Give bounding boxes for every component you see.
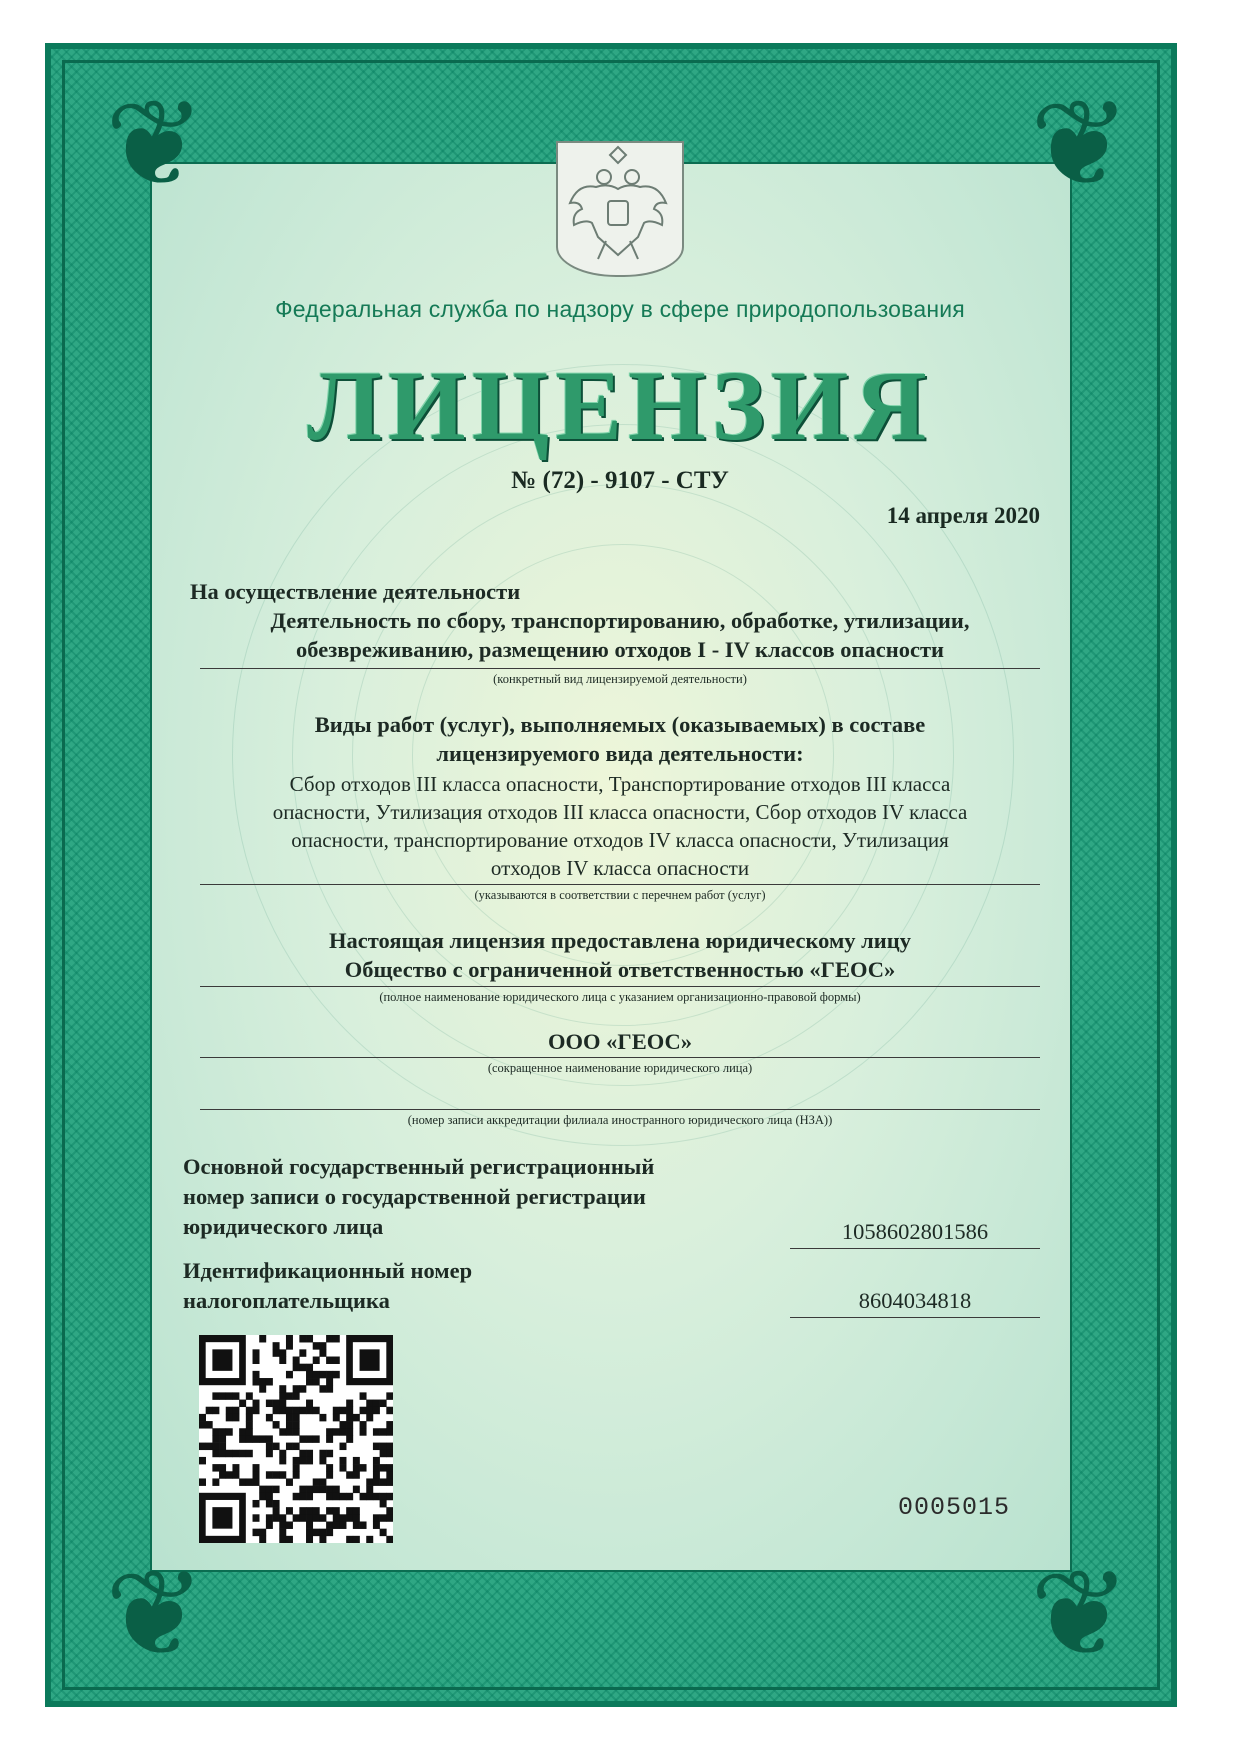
works-line: опасности, Утилизация отходов III класса опасности, Сбор отходов IV класса	[272, 800, 968, 824]
ogrn-label-line: Основной государственный регистрационный	[183, 1154, 655, 1179]
licensee-full-name: Общество с ограниченной ответственностью «ГЕОС»	[344, 957, 896, 982]
qr-code	[199, 1335, 393, 1543]
licensee-short-caption: (сокращенное наименование юридического лица)	[487, 1061, 753, 1075]
coat-of-arms-icon	[556, 141, 684, 277]
corner-ornament-icon: ❦	[1029, 78, 1131, 211]
inn-label-line: Идентификационный номер	[183, 1258, 473, 1283]
license-number: № (72) - 9107 - СТУ	[511, 467, 729, 494]
licensee-short-name: ООО «ГЕОС»	[548, 1029, 692, 1054]
underline	[200, 668, 1040, 669]
works-heading-line: Виды работ (услуг), выполняемых (оказываемых) в составе	[314, 712, 926, 737]
works-line: опасности, транспортирование отходов IV класса опасности, Утилизация	[291, 828, 949, 852]
inn-value: 8604034818	[858, 1288, 972, 1313]
document-title: ЛИЦЕНЗИЯ	[307, 350, 933, 461]
agency-name: Федеральная служба по надзору в сфере природопользования	[275, 296, 965, 322]
works-heading-line: лицензируемого вида деятельности:	[436, 741, 804, 766]
qr-code-icon	[199, 1335, 393, 1543]
underline	[790, 1248, 1040, 1249]
activity-line: обезвреживанию, размещению отходов I - IV классов опасности	[296, 637, 944, 662]
works-caption: (указываются в соответствии с перечнем работ (услуг)	[474, 888, 766, 902]
activity-heading: На осуществление деятельности	[190, 579, 521, 604]
corner-ornament-icon: ❦	[104, 1548, 206, 1681]
corner-ornament-icon: ❦	[1029, 1548, 1131, 1681]
ogrn-label-line: номер записи о государственной регистрации	[183, 1184, 646, 1209]
underline	[790, 1317, 1040, 1318]
nza-caption: (номер записи аккредитации филиала иностранного юридического лица (НЗА))	[407, 1113, 833, 1127]
underline	[200, 1109, 1040, 1110]
licensee-heading: Настоящая лицензия предоставлена юридическому лицу	[329, 928, 911, 953]
underline	[200, 986, 1040, 987]
issue-date: 14 апреля 2020	[886, 503, 1040, 528]
serial-number: 0005015	[897, 1493, 1010, 1522]
ogrn-label-line: юридического лица	[183, 1214, 384, 1239]
works-line: отходов IV класса опасности	[490, 856, 750, 880]
corner-ornament-icon: ❦	[104, 78, 206, 211]
activity-caption: (конкретный вид лицензируемой деятельности)	[493, 672, 747, 686]
ogrn-value: 1058602801586	[841, 1219, 989, 1244]
underline	[200, 1057, 1040, 1058]
eagle-icon	[558, 143, 678, 271]
activity-line: Деятельность по сбору, транспортированию, обработке, утилизации,	[270, 608, 970, 633]
underline	[200, 884, 1040, 885]
inn-label-line: налогоплательщика	[183, 1288, 390, 1313]
works-line: Сбор отходов III класса опасности, Транспортирование отходов III класса	[289, 772, 951, 796]
licensee-full-caption: (полное наименование юридического лица с указанием организационно-правовой формы)	[379, 990, 861, 1004]
